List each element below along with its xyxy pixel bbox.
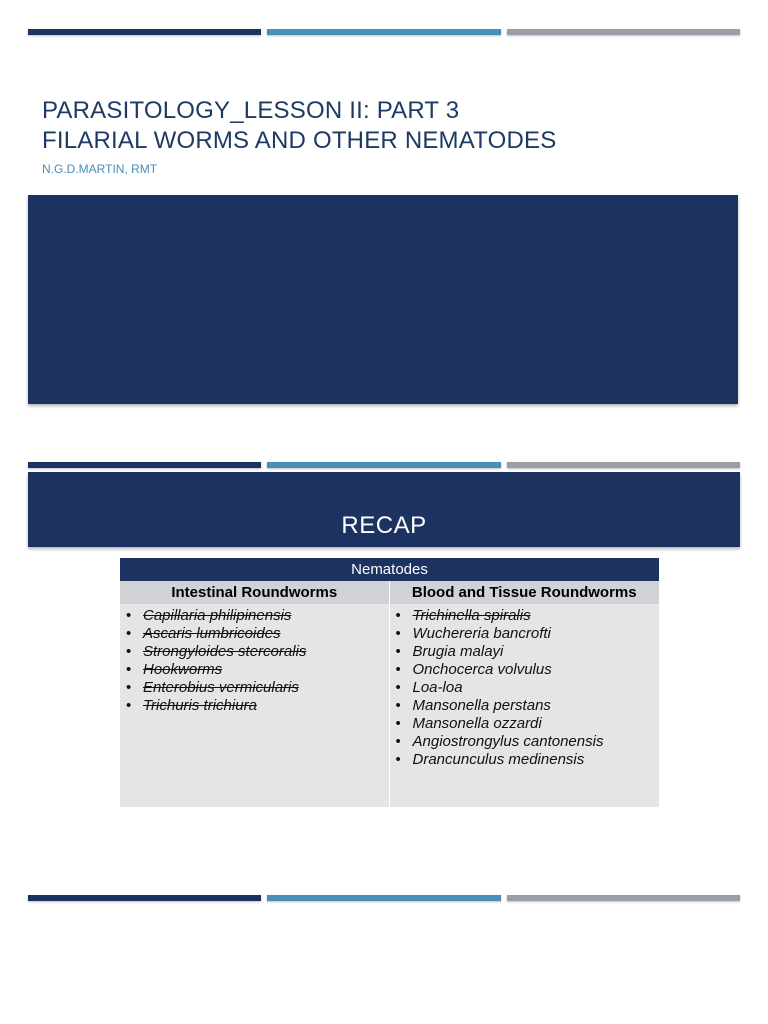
accent-bar-blue (267, 29, 500, 35)
list-item: • Loa-loa (396, 679, 660, 697)
list-item: • Trichuris trichiura (126, 697, 389, 715)
list-item: • Trichinella spiralis (396, 607, 660, 625)
blood-tissue-list (390, 604, 660, 769)
slide1-blue-panel (28, 195, 738, 404)
slide2-bottom-accent-bars (28, 895, 740, 901)
list-item: • Enterobius vermicularis (126, 679, 389, 697)
list-item: • Onchocerca volvulus (396, 661, 660, 679)
column-header-intestinal: Intestinal Roundworms (120, 581, 389, 604)
accent-bar-dark (28, 462, 261, 468)
slide1-author: N.G.D.MARTIN, RMT (42, 162, 158, 176)
slide2-title: RECAP (341, 512, 427, 539)
table-header-row (120, 581, 659, 604)
slide2-title-band (28, 472, 740, 547)
table-caption: Nematodes (120, 558, 659, 581)
list-item: • Strongyloides stercoralis (126, 643, 389, 661)
accent-bar-blue (267, 462, 500, 468)
accent-bar-grey (507, 462, 740, 468)
slide1-title-line1: PARASITOLOGY_LESSON II: PART 3 (42, 97, 460, 124)
list-item: • Brugia malayi (396, 643, 660, 661)
accent-bar-dark (28, 29, 261, 35)
accent-bar-dark (28, 895, 261, 901)
list-item: • Angiostrongylus cantonensis (396, 733, 660, 751)
list-item: • Wuchereria bancrofti (396, 625, 660, 643)
blood-tissue-cell (389, 604, 659, 807)
accent-bar-grey (507, 895, 740, 901)
intestinal-list (120, 604, 389, 715)
list-item: • Drancunculus medinensis (396, 751, 660, 769)
intestinal-cell (120, 604, 389, 807)
column-header-blood-tissue: Blood and Tissue Roundworms (389, 581, 659, 604)
slide1-accent-bars (28, 29, 740, 35)
slide1-title-block (42, 96, 732, 176)
nematodes-table (120, 558, 659, 807)
list-item: • Hookworms (126, 661, 389, 679)
list-item: • Ascaris lumbricoides (126, 625, 389, 643)
slide2-accent-bars (28, 462, 740, 468)
list-item: • Capillaria philipinensis (126, 607, 389, 625)
list-item: • Mansonella ozzardi (396, 715, 660, 733)
table-caption-row (120, 558, 659, 581)
accent-bar-blue (267, 895, 500, 901)
slide1-title-line2: FILARIAL WORMS AND OTHER NEMATODES (42, 127, 557, 154)
list-item: • Mansonella perstans (396, 697, 660, 715)
table-body-row (120, 604, 659, 807)
accent-bar-grey (507, 29, 740, 35)
